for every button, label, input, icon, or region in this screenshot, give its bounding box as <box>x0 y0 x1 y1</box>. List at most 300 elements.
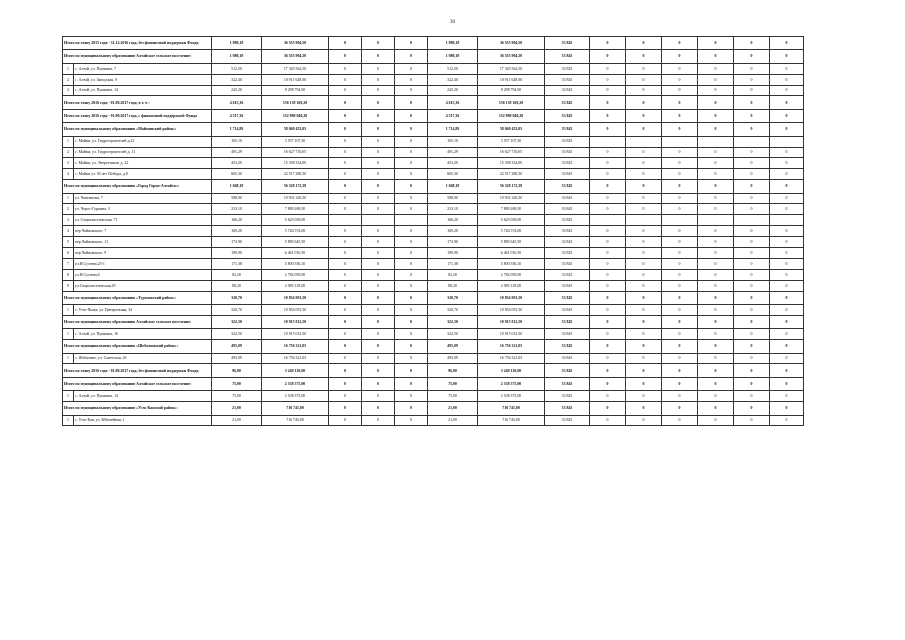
total-label: Итого по этапу 2016 года - 01.09.2017 года, без финансовой поддержки Фонда <box>63 364 212 377</box>
value-cell: 0 <box>362 237 395 248</box>
total-label: Итого по муниципальному образованию «Город Горно-Алтайск»: <box>63 180 212 193</box>
value-cell: 0 <box>362 37 395 50</box>
total-label: Итого по этапу 2016 года - 01.09.2017 года, с финансовой поддержкой Фонда <box>63 109 212 122</box>
value-cell: 105,10 <box>428 136 478 147</box>
value-cell: 82,20 <box>428 269 478 280</box>
value-cell: 0 <box>662 391 698 402</box>
value-cell: 33 845 <box>545 258 590 269</box>
value-cell: 0 <box>329 248 362 259</box>
value-cell: 0 <box>698 63 734 74</box>
value-cell: 0 <box>662 364 698 377</box>
value-cell: 21,00 <box>428 402 478 415</box>
value-cell <box>329 215 362 226</box>
value-cell: 322,50 <box>212 315 262 328</box>
value-cell: 0 <box>590 280 626 291</box>
value-cell: 0 <box>362 258 395 269</box>
value-cell: 0 <box>395 109 428 122</box>
value-cell: 36 555 904,50 <box>262 50 329 63</box>
value-cell: 7 889 269,50 <box>478 204 545 215</box>
value-cell: 0 <box>395 258 428 269</box>
value-cell: 0 <box>698 402 734 415</box>
value-cell: 0 <box>662 237 698 248</box>
value-cell: 0 <box>362 169 395 180</box>
value-cell: 0 <box>329 147 362 158</box>
value-cell: 0 <box>329 258 362 269</box>
value-cell: 0 <box>626 353 662 364</box>
value-cell: 0 <box>362 147 395 158</box>
value-cell: 0 <box>626 50 662 63</box>
value-cell: 0 <box>395 74 428 85</box>
value-cell: 0 <box>626 269 662 280</box>
value-cell: 0 <box>395 147 428 158</box>
value-cell: 16 756 321,05 <box>262 340 329 353</box>
value-cell: 82,20 <box>212 269 262 280</box>
value-cell <box>734 215 770 226</box>
value-cell: 10 854 091,50 <box>478 304 545 315</box>
row-number: 7 <box>63 258 74 269</box>
value-cell: 33 845 <box>545 50 590 63</box>
value-cell: 0 <box>698 258 734 269</box>
value-cell: 10 854 091,50 <box>262 304 329 315</box>
table-body <box>63 37 804 426</box>
value-cell <box>626 136 662 147</box>
value-cell: 0 <box>734 415 770 426</box>
address-cell: с. Майма, ул. Гидростроителей д.22 <box>74 136 212 147</box>
row-number: 1 <box>63 193 74 204</box>
value-cell: 0 <box>770 329 804 340</box>
value-cell: 495,09 <box>428 340 478 353</box>
value-cell: 0 <box>662 304 698 315</box>
value-cell: 0 <box>626 391 662 402</box>
value-cell: 0 <box>734 74 770 85</box>
value-cell: 0 <box>590 340 626 353</box>
value-cell: 0 <box>590 63 626 74</box>
address-cell: с. Алтай, ул. Пушкина, 16 <box>74 329 212 340</box>
value-cell: 0 <box>590 415 626 426</box>
total-row <box>63 315 804 328</box>
value-cell: 0 <box>590 74 626 85</box>
value-cell: 710 745,00 <box>478 402 545 415</box>
value-cell: 0 <box>698 280 734 291</box>
value-cell: 6 461 010,50 <box>262 248 329 259</box>
value-cell: 0 <box>662 248 698 259</box>
value-cell: 0 <box>770 96 804 109</box>
value-cell: 0 <box>626 96 662 109</box>
row-number: 1 <box>63 329 74 340</box>
page-number: 30 <box>450 20 455 25</box>
value-cell <box>590 215 626 226</box>
value-cell: 0 <box>395 248 428 259</box>
value-cell <box>698 215 734 226</box>
value-cell: 0 <box>770 291 804 304</box>
value-cell: 16 627 710,05 <box>262 147 329 158</box>
value-cell: 4 615,36 <box>212 96 262 109</box>
value-cell: 10 911 628,00 <box>262 74 329 85</box>
value-cell: 0 <box>662 158 698 169</box>
value-cell: 0 <box>626 74 662 85</box>
value-cell <box>590 136 626 147</box>
value-cell: 0 <box>770 280 804 291</box>
value-cell: 0 <box>698 96 734 109</box>
value-cell: 5 885 645,50 <box>262 237 329 248</box>
total-label: Итого по муниципальному образованию «Шебалинский район»: <box>63 340 212 353</box>
value-cell: 36 555 904,50 <box>478 50 545 63</box>
value-cell: 0 <box>329 50 362 63</box>
value-cell: 0 <box>662 180 698 193</box>
value-cell: 33 845 <box>545 391 590 402</box>
value-cell: 2 985 129,00 <box>262 280 329 291</box>
value-cell: 512,50 <box>428 63 478 74</box>
value-cell: 75,00 <box>212 391 262 402</box>
value-cell: 33 845 <box>545 37 590 50</box>
address-cell: с. Майма, ул. Гидростроителей д. 11 <box>74 147 212 158</box>
table-row <box>63 169 804 180</box>
total-row <box>63 402 804 415</box>
value-cell: 233,10 <box>428 204 478 215</box>
value-cell: 0 <box>734 169 770 180</box>
value-cell: 0 <box>734 258 770 269</box>
value-cell: 322,40 <box>428 74 478 85</box>
value-cell: 0 <box>362 226 395 237</box>
value-cell: 33 845 <box>545 109 590 122</box>
value-cell: 0 <box>770 63 804 74</box>
value-cell: 0 <box>590 158 626 169</box>
value-cell: 0 <box>662 402 698 415</box>
value-cell: 16 756 321,05 <box>478 340 545 353</box>
value-cell: 0 <box>734 147 770 158</box>
value-cell: 33 845 <box>545 204 590 215</box>
value-cell: 96,00 <box>428 364 478 377</box>
value-cell: 0 <box>770 180 804 193</box>
value-cell: 0 <box>329 123 362 136</box>
value-cell <box>770 136 804 147</box>
value-cell: 0 <box>329 109 362 122</box>
value-cell: 0 <box>362 291 395 304</box>
value-cell: 0 <box>662 377 698 390</box>
row-number: 6 <box>63 248 74 259</box>
value-cell: 0 <box>770 258 804 269</box>
value-cell: 0 <box>329 85 362 96</box>
value-cell: 0 <box>329 402 362 415</box>
address-cell: пер.Чайковского, 7 <box>74 226 212 237</box>
value-cell: 0 <box>770 109 804 122</box>
value-cell: 0 <box>698 204 734 215</box>
value-cell: 0 <box>698 391 734 402</box>
address-cell: ул.Н.Сусеева,6 <box>74 269 212 280</box>
value-cell: 0 <box>329 37 362 50</box>
value-cell: 0 <box>395 169 428 180</box>
value-cell: 0 <box>590 353 626 364</box>
value-cell: 0 <box>698 109 734 122</box>
value-cell: 0 <box>734 123 770 136</box>
value-cell: 190,90 <box>212 248 262 259</box>
value-cell: 0 <box>329 304 362 315</box>
table-row <box>63 353 804 364</box>
value-cell: 710 745,00 <box>262 402 329 415</box>
row-number: 3 <box>63 215 74 226</box>
address-cell: ул.Н.Сусеева,25-1 <box>74 258 212 269</box>
value-cell: 0 <box>734 291 770 304</box>
value-cell: 0 <box>590 269 626 280</box>
value-cell <box>698 136 734 147</box>
value-cell: 0 <box>590 377 626 390</box>
value-cell: 0 <box>395 237 428 248</box>
value-cell: 0 <box>698 169 734 180</box>
total-label: Итого по муниципальному образованию Алтайское сельское поселение: <box>63 315 212 328</box>
total-label: Итого по муниципальному образованию Алтайское сельское поселение: <box>63 50 212 63</box>
value-cell: 0 <box>698 180 734 193</box>
value-cell: 0 <box>395 329 428 340</box>
value-cell: 5 800 356,10 <box>478 258 545 269</box>
value-cell: 320,70 <box>212 304 262 315</box>
value-cell: 495,09 <box>212 353 262 364</box>
value-cell: 0 <box>329 136 362 147</box>
value-cell: 1 080,10 <box>212 37 262 50</box>
value-cell: 0 <box>698 237 734 248</box>
address-cell: с. Майма ул. 50 лет Победы, д.8 <box>74 169 212 180</box>
value-cell: 152 890 049,20 <box>262 109 329 122</box>
value-cell: 75,00 <box>428 391 478 402</box>
value-cell: 0 <box>362 204 395 215</box>
value-cell: 3 249 120,00 <box>478 364 545 377</box>
value-cell: 0 <box>329 377 362 390</box>
value-cell: 17 345 562,50 <box>478 63 545 74</box>
value-cell: 3 557 107,50 <box>262 136 329 147</box>
value-cell: 0 <box>734 340 770 353</box>
value-cell: 0 <box>626 158 662 169</box>
value-cell: 105,10 <box>212 136 262 147</box>
address-cell: с. Майма, ул. Энергетиков, д. 22 <box>74 158 212 169</box>
value-cell: 0 <box>626 258 662 269</box>
value-cell: 0 <box>734 226 770 237</box>
value-cell: 0 <box>590 329 626 340</box>
value-cell: 710 745,00 <box>262 415 329 426</box>
value-cell: 512,50 <box>212 63 262 74</box>
value-cell: 0 <box>362 340 395 353</box>
value-cell: 0 <box>770 304 804 315</box>
value-cell: 0 <box>362 402 395 415</box>
address-cell: с. Алтай, ул. Заводская, 9 <box>74 74 212 85</box>
value-cell: 1 714,89 <box>428 123 478 136</box>
value-cell: 56 328 172,38 <box>262 180 329 193</box>
value-cell: 173,90 <box>428 237 478 248</box>
value-cell: 0 <box>626 364 662 377</box>
value-cell: 0 <box>362 158 395 169</box>
value-cell: 75,00 <box>212 377 262 390</box>
value-cell: 0 <box>590 193 626 204</box>
value-cell: 0 <box>734 391 770 402</box>
address-cell: ул. Социалистическая, 71 <box>74 215 212 226</box>
value-cell: 665,30 <box>428 169 478 180</box>
value-cell: 0 <box>734 85 770 96</box>
value-cell: 0 <box>395 377 428 390</box>
value-cell: 0 <box>770 377 804 390</box>
value-cell: 495,09 <box>212 340 262 353</box>
value-cell: 3 249 120,00 <box>262 364 329 377</box>
value-cell: 0 <box>329 193 362 204</box>
value-cell <box>734 136 770 147</box>
value-cell: 0 <box>662 37 698 50</box>
value-cell: 0 <box>698 158 734 169</box>
address-cell: ул.Социалистическая,29 <box>74 280 212 291</box>
value-cell: 0 <box>698 353 734 364</box>
value-cell: 33 845 <box>545 377 590 390</box>
value-cell: 0 <box>395 193 428 204</box>
value-cell: 0 <box>626 315 662 328</box>
value-cell: 0 <box>626 340 662 353</box>
value-cell: 0 <box>395 226 428 237</box>
value-cell: 0 <box>362 180 395 193</box>
value-cell: 75,00 <box>428 377 478 390</box>
value-cell: 0 <box>770 415 804 426</box>
value-cell: 0 <box>734 158 770 169</box>
total-row <box>63 123 804 136</box>
value-cell: 2 782 059,00 <box>262 269 329 280</box>
value-cell: 10 854 091,50 <box>478 291 545 304</box>
value-cell: 5 885 645,50 <box>478 237 545 248</box>
value-cell: 4 615,36 <box>428 96 478 109</box>
value-cell: 166,20 <box>428 215 478 226</box>
value-cell: 16 627 710,05 <box>478 147 545 158</box>
value-cell: 33 845 <box>545 147 590 158</box>
table-row <box>63 304 804 315</box>
value-cell: 0 <box>770 147 804 158</box>
value-cell: 0 <box>329 74 362 85</box>
value-cell: 10 911 628,00 <box>478 74 545 85</box>
value-cell: 33 845 <box>545 85 590 96</box>
value-cell: 22 517 280,50 <box>478 169 545 180</box>
value-cell: 0 <box>590 85 626 96</box>
table-row <box>63 204 804 215</box>
value-cell: 320,70 <box>212 291 262 304</box>
value-cell: 0 <box>626 329 662 340</box>
value-cell: 15 338 354,00 <box>478 158 545 169</box>
value-cell: 5 726 574,00 <box>478 226 545 237</box>
value-cell: 0 <box>362 304 395 315</box>
value-cell: 0 <box>395 364 428 377</box>
value-cell: 1 080,10 <box>428 37 478 50</box>
value-cell: 0 <box>395 391 428 402</box>
row-number: 2 <box>63 204 74 215</box>
value-cell: 0 <box>662 85 698 96</box>
value-cell: 19 931 320,50 <box>478 193 545 204</box>
value-cell: 0 <box>362 96 395 109</box>
address-cell: пер.Чайковского, 11 <box>74 237 212 248</box>
value-cell: 33 845 <box>545 237 590 248</box>
value-cell: 19 931 320,50 <box>262 193 329 204</box>
value-cell: 0 <box>626 226 662 237</box>
table-row <box>63 237 804 248</box>
value-cell: 0 <box>662 291 698 304</box>
value-cell: 0 <box>362 248 395 259</box>
value-cell: 0 <box>734 315 770 328</box>
value-cell: 0 <box>662 258 698 269</box>
value-cell: 0 <box>395 50 428 63</box>
value-cell: 0 <box>626 304 662 315</box>
value-cell: 0 <box>395 291 428 304</box>
value-cell: 0 <box>329 364 362 377</box>
value-cell: 0 <box>329 237 362 248</box>
value-cell: 0 <box>770 204 804 215</box>
value-cell: 33 845 <box>545 280 590 291</box>
value-cell: 0 <box>590 237 626 248</box>
value-cell: 0 <box>734 353 770 364</box>
value-cell: 0 <box>329 315 362 328</box>
row-number: 1 <box>63 63 74 74</box>
value-cell: 0 <box>734 304 770 315</box>
value-cell: 0 <box>734 377 770 390</box>
value-cell: 0 <box>362 364 395 377</box>
value-cell: 0 <box>395 204 428 215</box>
value-cell: 0 <box>698 377 734 390</box>
value-cell: 0 <box>734 204 770 215</box>
value-cell: 1 080,10 <box>212 50 262 63</box>
value-cell: 4 517,36 <box>428 109 478 122</box>
value-cell: 2 538 375,00 <box>262 377 329 390</box>
value-cell: 0 <box>734 50 770 63</box>
value-cell: 0 <box>626 109 662 122</box>
value-cell: 4 517,36 <box>212 109 262 122</box>
total-row <box>63 364 804 377</box>
value-cell: 2 538 375,00 <box>478 377 545 390</box>
value-cell: 0 <box>626 377 662 390</box>
value-cell: 171,38 <box>212 258 262 269</box>
value-cell: 0 <box>770 158 804 169</box>
value-cell: 0 <box>698 147 734 158</box>
total-label: Итого по муниципальному образованию «Усть-Канский район»: <box>63 402 212 415</box>
value-cell: 173,90 <box>212 237 262 248</box>
value-cell: 33 845 <box>545 269 590 280</box>
value-cell: 491,29 <box>428 147 478 158</box>
value-cell: 17 345 562,50 <box>262 63 329 74</box>
value-cell: 33 845 <box>545 123 590 136</box>
value-cell: 33 845 <box>545 340 590 353</box>
value-cell: 245,20 <box>212 85 262 96</box>
value-cell: 0 <box>395 85 428 96</box>
value-cell: 0 <box>734 193 770 204</box>
value-cell: 0 <box>395 158 428 169</box>
value-cell: 0 <box>698 193 734 204</box>
value-cell: 0 <box>395 340 428 353</box>
value-cell: 2 985 129,00 <box>478 280 545 291</box>
value-cell: 3 557 107,50 <box>478 136 545 147</box>
value-cell: 0 <box>626 193 662 204</box>
value-cell: 0 <box>770 315 804 328</box>
total-row <box>63 291 804 304</box>
value-cell: 0 <box>329 169 362 180</box>
total-row <box>63 50 804 63</box>
value-cell: 0 <box>626 248 662 259</box>
table-row <box>63 226 804 237</box>
value-cell: 33 845 <box>545 215 590 226</box>
value-cell: 2 782 059,00 <box>478 269 545 280</box>
value-cell: 0 <box>590 50 626 63</box>
value-cell: 0 <box>362 123 395 136</box>
value-cell: 33 845 <box>545 226 590 237</box>
value-cell: 33 845 <box>545 169 590 180</box>
address-cell: с. Усть-Пыжа, ул. Центральная, 34 <box>74 304 212 315</box>
value-cell: 33 845 <box>545 353 590 364</box>
value-cell: 233,10 <box>212 204 262 215</box>
row-number: 9 <box>63 280 74 291</box>
value-cell: 588,90 <box>212 193 262 204</box>
address-cell: с. Алтай, ул. Пушкина, 14 <box>74 85 212 96</box>
value-cell: 0 <box>329 180 362 193</box>
total-label: Итого по муниципальному образованию «Майминский район»: <box>63 123 212 136</box>
value-cell: 16 756 321,05 <box>478 353 545 364</box>
value-cell: 0 <box>329 415 362 426</box>
value-cell: 169,20 <box>428 226 478 237</box>
